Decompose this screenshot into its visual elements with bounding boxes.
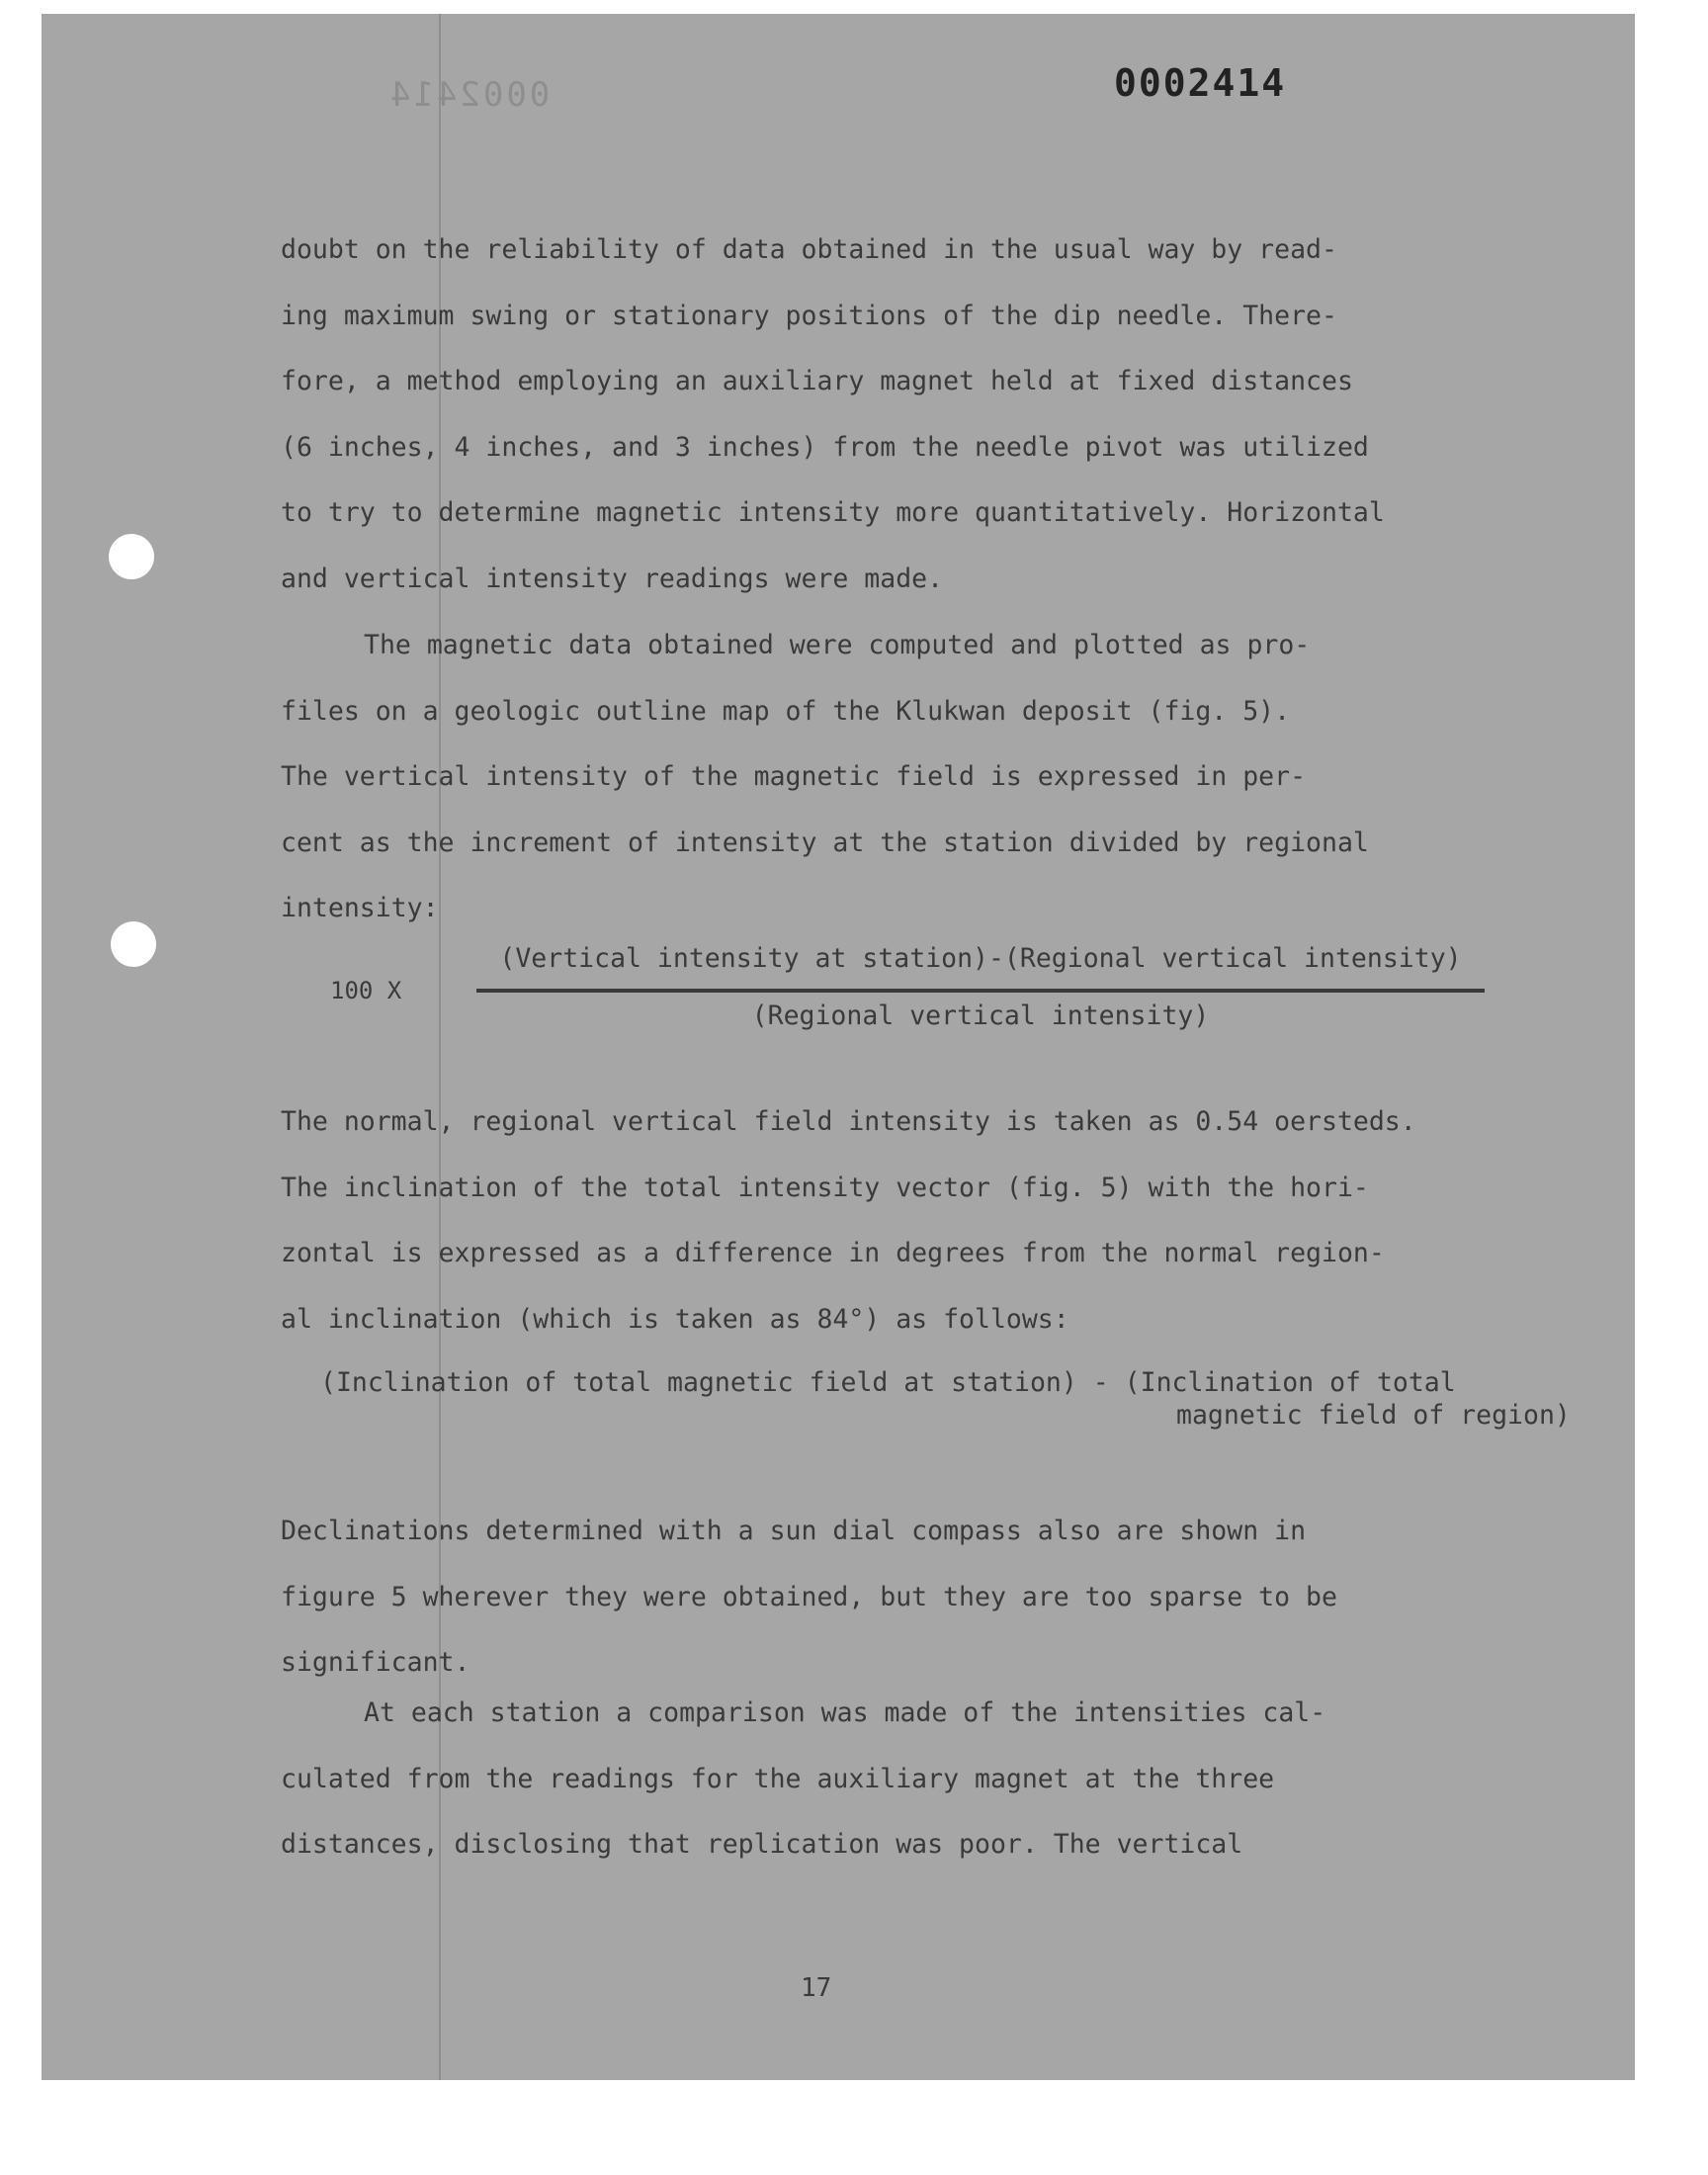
paragraph-line: (6 inches, 4 inches, and 3 inches) from the needle pivot was utilized (281, 431, 1369, 463)
paragraph-line: The inclination of the total intensity vector (fig. 5) with the hori- (281, 1172, 1369, 1203)
paragraph-line: The normal, regional vertical field intensity is taken as 0.54 oersteds. (281, 1106, 1416, 1137)
paragraph-4 (281, 1499, 1516, 1696)
paragraph-line: files on a geologic outline map of the Klukwan deposit (fig. 5). (281, 695, 1291, 727)
page-number: 17 (801, 1973, 832, 2003)
paragraph-line: The magnetic data obtained were computed and plotted as pro- (364, 630, 1311, 660)
paragraph-line: significant. (281, 1647, 470, 1678)
punch-hole-top (109, 534, 154, 579)
vertical-intensity-formula (330, 943, 1496, 1042)
inclination-formula-line: (Inclination of total magnetic field at station) - (Inclination of total (320, 1367, 1456, 1398)
paragraph-line: doubt on the reliability of data obtained in the usual way by read- (281, 234, 1337, 265)
paragraph-line: distances, disclosing that replication was poor. The vertical (281, 1829, 1243, 1860)
document-page (42, 14, 1635, 2080)
paragraph-line: to try to determine magnetic intensity more quantitatively. Horizontal (281, 497, 1385, 528)
document-number: 0002414 (1114, 61, 1287, 105)
paragraph-3 (281, 1089, 1516, 1352)
inclination-formula-line: magnetic field of region) (1176, 1400, 1571, 1431)
bleed-through-number: 0002414 (387, 75, 551, 115)
paragraph-line: intensity: (281, 893, 439, 923)
paragraph-line: The vertical intensity of the magnetic field is expressed in per- (281, 761, 1307, 792)
paragraph-2 (281, 613, 1516, 942)
paragraph-line: cent as the increment of intensity at the station divided by regional (281, 826, 1369, 858)
paragraph-line: At each station a comparison was made of the intensities cal- (364, 1697, 1326, 1728)
paragraph-line: culated from the readings for the auxiliary magnet at the three (281, 1763, 1275, 1794)
formula-denominator: (Regional vertical intensity) (751, 1000, 1210, 1031)
paragraph-line: figure 5 wherever they were obtained, but they are too sparse to be (281, 1581, 1337, 1612)
paragraph-5 (281, 1681, 1516, 1878)
paragraph-1 (281, 218, 1516, 612)
fraction-bar (476, 989, 1485, 993)
punch-hole-bottom (111, 921, 156, 967)
paragraph-line: and vertical intensity readings were made. (281, 563, 944, 594)
paragraph-line: zontal is expressed as a difference in degrees from the normal region- (281, 1238, 1385, 1268)
paragraph-line: al inclination (which is taken as 84°) as follows: (281, 1303, 1069, 1335)
paragraph-line: fore, a method employing an auxiliary magnet held at fixed distances (281, 366, 1353, 396)
paragraph-line: Declinations determined with a sun dial compass also are shown in (281, 1516, 1307, 1546)
formula-numerator: (Vertical intensity at station)-(Regional vertical intensity) (499, 943, 1462, 974)
inclination-formula (320, 1366, 1635, 1432)
formula-coefficient: 100 X (330, 977, 402, 1004)
paragraph-line: ing maximum swing or stationary positions of the dip needle. There- (281, 300, 1337, 331)
